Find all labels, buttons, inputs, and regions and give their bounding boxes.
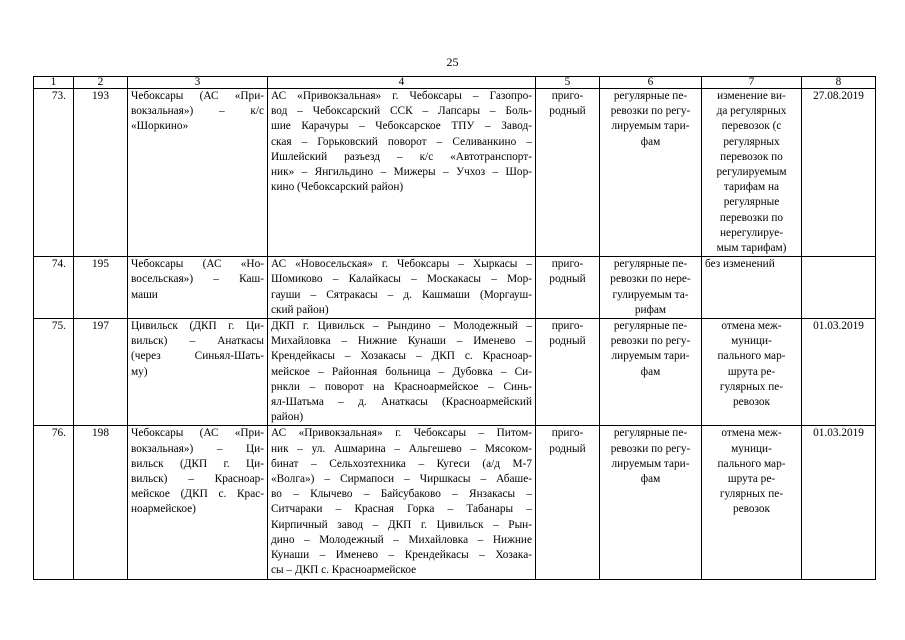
change-description-line: перевозки по — [719, 211, 784, 224]
transport-type — [600, 257, 702, 319]
change-description-line: гулярных пе- — [719, 380, 784, 393]
change-description-line: муници- — [731, 335, 772, 348]
route-stops-line: ский район) — [271, 303, 329, 316]
route-kind-line: приго- — [551, 320, 584, 333]
transport-type-line: фам — [640, 135, 661, 148]
change-description-line: регулируемым — [716, 166, 787, 179]
route-name-line: вильск (ДКП г. Ци- — [131, 457, 264, 470]
route-name-line: Чебоксары (АС «При- — [131, 427, 264, 440]
route-kind — [536, 319, 600, 426]
change-description — [702, 89, 802, 257]
transport-type-line: лируемым тари- — [611, 120, 690, 133]
change-description-line: да регулярных — [716, 105, 787, 118]
change-description — [702, 426, 802, 579]
change-date: 01.03.2019 — [802, 319, 876, 426]
change-description-line: отмена меж- — [721, 427, 782, 440]
route-stops-line: Михайловка – Нижние Кунаши – Именево – — [271, 335, 532, 348]
route-name — [128, 89, 268, 257]
route-stops-line: «Волга») – Сирмапоси – Чиршкасы – Абаше- — [271, 473, 532, 486]
change-description-line: пального мар- — [717, 457, 786, 470]
route-stops-line: рнкли – поворот на Красноармейское – Синь- — [271, 380, 532, 393]
route-name-line: вокзальная») – к/с — [131, 105, 264, 118]
change-description-line: пального мар- — [717, 350, 786, 363]
route-kind-line: родный — [549, 335, 586, 348]
row-index: 74. — [34, 257, 74, 319]
route-stops-line: Ситчараки – Красная Горка – Табанары – — [271, 503, 532, 516]
route-stops-line: АС «Привокзальная» г. Чебоксары – Питом- — [271, 427, 532, 440]
route-stops-line: во – Клычево – Байсубаково – Янзакасы – — [271, 488, 532, 501]
transport-type-line: рифам — [634, 303, 667, 316]
table-row — [34, 319, 876, 426]
transport-type-line: регулярные пе- — [613, 427, 688, 440]
route-stops — [268, 89, 536, 257]
transport-type-line: регулярные пе- — [613, 258, 688, 271]
route-stops-line: кино (Чебоксарский район) — [271, 181, 404, 194]
routes-table — [33, 76, 876, 580]
header-cell: 6 — [600, 77, 702, 89]
change-description-line: без изменений — [705, 258, 775, 271]
route-name-line: вокзальная») – Ци- — [131, 442, 264, 455]
route-name-line: восельская») – Каш- — [131, 273, 264, 286]
route-stops — [268, 257, 536, 319]
route-stops-line: Шомиково – Калайкасы – Москакасы – Мор- — [271, 273, 532, 286]
transport-type-line: ревозки по регу- — [610, 442, 691, 455]
change-description-line: ревозок — [732, 503, 771, 516]
header-cell: 3 — [128, 77, 268, 89]
route-name-line: Чебоксары (АС «При- — [131, 90, 264, 102]
route-name-line: (через Синьял-Шать- — [131, 350, 264, 363]
transport-type-line: гулируемым та- — [612, 288, 689, 301]
change-description-line: нерегулируе- — [720, 226, 783, 239]
transport-type-line: ревозки по регу- — [610, 105, 691, 118]
transport-type — [600, 426, 702, 579]
change-description-line: регулярных — [723, 135, 780, 148]
route-name-line: ноармейское) — [131, 503, 196, 516]
route-name-line: вильск) – Анаткасы — [131, 335, 264, 348]
route-stops-line: ник» – Янгильдино – Мижеры – Учхоз – Шор- — [271, 166, 532, 179]
route-number: 197 — [74, 319, 128, 426]
route-name-line: му) — [131, 365, 148, 378]
route-stops-line: мейское – Районная больница – Дубовка – Си- — [271, 365, 532, 378]
route-stops-line: сы – ДКП с. Красноармейское — [271, 564, 417, 577]
transport-type-line: лируемым тари- — [611, 350, 690, 363]
table-row — [34, 89, 876, 257]
route-number: 198 — [74, 426, 128, 579]
route-kind-line: родный — [549, 442, 586, 455]
page-number: 25 — [446, 55, 459, 69]
route-name-line: вильск) – Красноар- — [131, 473, 264, 486]
transport-type-line: ревозки по нере- — [610, 273, 691, 286]
table-row — [34, 426, 876, 579]
route-stops-line: ник – ул. Ашмарина – Альгешево – Мясоком- — [271, 442, 532, 455]
route-name — [128, 319, 268, 426]
header-cell: 7 — [702, 77, 802, 89]
route-kind — [536, 426, 600, 579]
transport-type-line: лируемым тари- — [611, 457, 690, 470]
transport-type-line: регулярные пе- — [613, 320, 688, 333]
change-date: 27.08.2019 — [802, 89, 876, 257]
change-description-line: ревозок — [732, 396, 771, 409]
route-kind-line: приго- — [551, 427, 584, 440]
header-cell: 8 — [802, 77, 876, 89]
change-description-line: регулярные — [723, 196, 780, 209]
change-description-line: мым тарифам) — [716, 242, 787, 255]
transport-type-line: фам — [640, 473, 661, 486]
change-description-line: шрута ре- — [727, 365, 776, 378]
route-kind — [536, 89, 600, 257]
route-stops-line: бинат – Сельхозтехника – Кугеси (а/д М-7 — [271, 457, 532, 470]
route-stops-line: АС «Новосельская» г. Чебоксары – Хыркасы – — [271, 258, 532, 271]
route-stops — [268, 319, 536, 426]
route-number: 193 — [74, 89, 128, 257]
route-name — [128, 257, 268, 319]
route-stops-line: ская – Горьковский поворот – Селиванкино – — [271, 135, 532, 148]
change-description-line: изменение ви- — [717, 90, 786, 102]
route-kind-line: приго- — [551, 90, 584, 102]
change-description-line: шрута ре- — [727, 473, 776, 486]
route-name-line: Чебоксары (АС «Но- — [131, 258, 264, 271]
route-stops-line: Ишлейский разъезд – к/с «Автотранспорт- — [271, 150, 532, 163]
header-cell: 4 — [268, 77, 536, 89]
transport-type — [600, 319, 702, 426]
route-stops-line: Крендейкасы – Хозакасы – ДКП с. Красноар- — [271, 350, 532, 363]
transport-type-line: ревозки по регу- — [610, 335, 691, 348]
route-stops-line: ДКП г. Цивильск – Рындино – Молодежный – — [271, 320, 532, 333]
route-stops-line: район) — [271, 411, 304, 424]
change-date: 01.03.2019 — [802, 426, 876, 579]
route-stops-line: вод – Чебоксарский ССК – Лапсары – Боль- — [271, 105, 532, 118]
route-name-line: «Шоркино» — [131, 120, 189, 133]
route-stops-line: гауши – Сятракасы – д. Кашмаши (Моргауш- — [271, 288, 532, 301]
row-index: 76. — [34, 426, 74, 579]
change-description-line: перевозок (с — [721, 120, 782, 133]
route-name-line: мейское (ДКП с. Крас- — [131, 488, 264, 501]
header-row — [34, 77, 876, 89]
change-description-line: муници- — [731, 442, 772, 455]
row-index: 73. — [34, 89, 74, 257]
route-name-line: Цивильск (ДКП г. Ци- — [131, 320, 264, 333]
change-description — [702, 257, 802, 319]
change-description-line: гулярных пе- — [719, 488, 784, 501]
route-number: 195 — [74, 257, 128, 319]
route-kind-line: родный — [549, 105, 586, 118]
route-stops-line: Кунаши – Именево – Крендейкасы – Хозака- — [271, 549, 532, 562]
route-kind-line: родный — [549, 273, 586, 286]
route-name-line: маши — [131, 288, 158, 301]
route-stops-line: ял-Шатьма – д. Анаткасы (Красноармейский — [271, 396, 532, 409]
header-cell: 1 — [34, 77, 74, 89]
row-index: 75. — [34, 319, 74, 426]
transport-type-line: регулярные пе- — [613, 90, 688, 102]
route-stops-line: АС «Привокзальная» г. Чебоксары – Газопро- — [271, 90, 532, 102]
route-name — [128, 426, 268, 579]
change-date — [802, 257, 876, 319]
change-description-line: перевозок по — [720, 150, 783, 163]
change-description-line: тарифам на — [723, 181, 780, 194]
header-cell: 5 — [536, 77, 600, 89]
route-kind-line: приго- — [551, 258, 584, 271]
transport-type-line: фам — [640, 365, 661, 378]
change-description-line: отмена меж- — [721, 320, 782, 333]
header-cell: 2 — [74, 77, 128, 89]
change-description — [702, 319, 802, 426]
transport-type — [600, 89, 702, 257]
route-stops-line: Кирпичный завод – ДКП г. Цивильск – Рын- — [271, 518, 532, 531]
table-row — [34, 257, 876, 319]
route-stops-line: шие Карачуры – Чебоксарское ТПУ – Завод- — [271, 120, 532, 133]
route-kind — [536, 257, 600, 319]
route-stops — [268, 426, 536, 579]
route-stops-line: дино – Молодежный – Михайловка – Нижние — [271, 533, 532, 546]
